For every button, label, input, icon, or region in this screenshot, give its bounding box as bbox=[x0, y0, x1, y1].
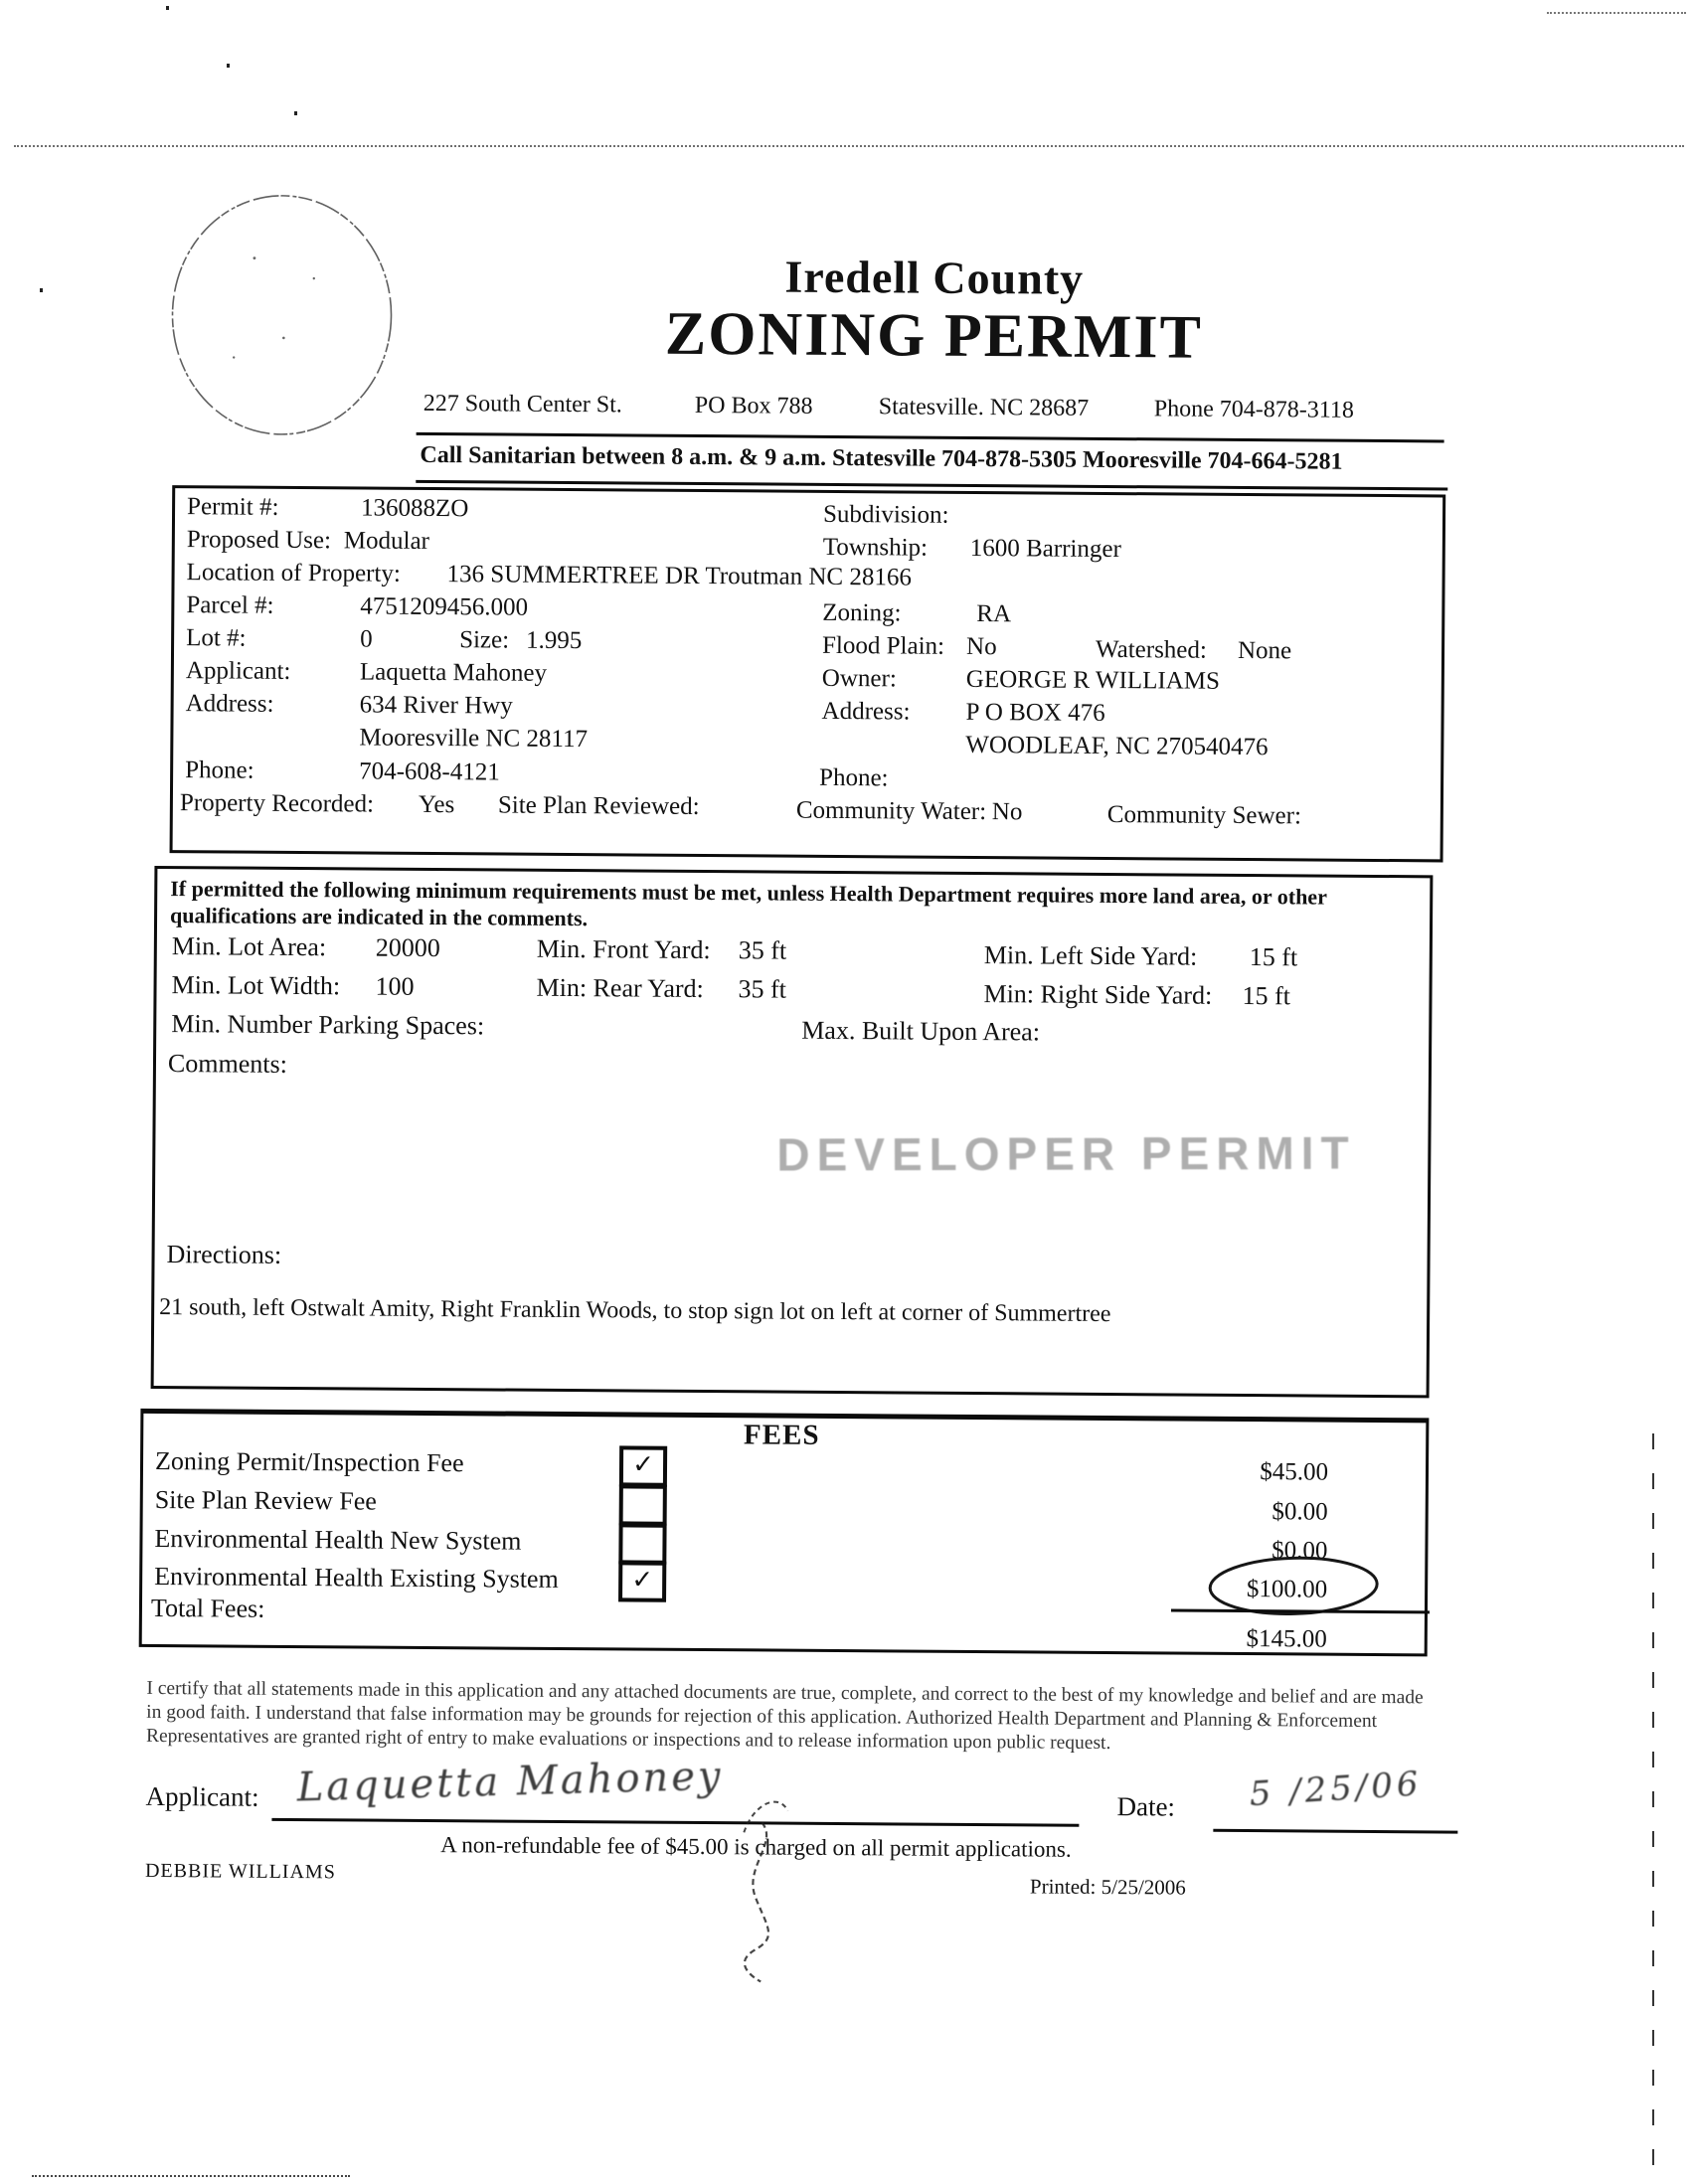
developer-permit-stamp: DEVELOPER PERMIT bbox=[776, 1126, 1356, 1181]
comments-label: Comments: bbox=[167, 1049, 287, 1079]
applicant-signature-handwriting: Laquetta Mahoney bbox=[296, 1753, 725, 1811]
applicant-address-label: Address: bbox=[185, 690, 274, 718]
printed-date: Printed: 5/25/2006 bbox=[1029, 1874, 1186, 1900]
min-lot-area-label: Min. Lot Area: bbox=[171, 931, 327, 962]
min-left-side-label: Min. Left Side Yard: bbox=[983, 940, 1198, 971]
nonrefundable-fee-note: A non-refundable fee of $45.00 is charged on all permit applications. bbox=[440, 1832, 1072, 1862]
community-water-label: Community Water: bbox=[795, 796, 987, 826]
permit-number-value: 136088ZO bbox=[360, 494, 469, 523]
total-fees-amount: $145.00 bbox=[1246, 1625, 1327, 1653]
directions-label: Directions: bbox=[166, 1240, 282, 1269]
header-rule bbox=[417, 432, 1444, 443]
signature-rule bbox=[271, 1818, 1079, 1827]
max-built-label: Max. Built Upon Area: bbox=[801, 1015, 1041, 1047]
applicant-label: Applicant: bbox=[185, 657, 291, 685]
owner-phone-label: Phone: bbox=[819, 763, 889, 792]
subdivision-label: Subdivision: bbox=[822, 500, 949, 529]
office-city-state-zip: Statesville. NC 28687 bbox=[878, 394, 1090, 421]
zoning-label: Zoning: bbox=[822, 598, 902, 627]
owner-label: Owner: bbox=[821, 664, 897, 693]
applicant-value: Laquetta Mahoney bbox=[359, 658, 548, 687]
fee-row-amount: $100.00 bbox=[1246, 1576, 1328, 1603]
fee-row-label: Environmental Health New System bbox=[154, 1523, 522, 1556]
document-title: ZONING PERMIT bbox=[664, 299, 1204, 372]
size-label: Size: bbox=[459, 626, 510, 654]
fee-row-label: Site Plan Review Fee bbox=[154, 1484, 378, 1516]
fees-title: FEES bbox=[743, 1419, 820, 1451]
lot-label: Lot #: bbox=[186, 624, 247, 652]
certification-text: I certify that all statements made in this application and any attached documents are true, complete, and correct to the best of my knowledge and belief and are made in good faith. I understand that false information may be grounds for rejection of this application. Authorized Health Department and Planning & Enforcement Representatives are granted right of entry to make evaluations or inspections and to release information upon public request. bbox=[145, 1677, 1424, 1755]
county-name: Iredell County bbox=[784, 251, 1085, 304]
applicant-address-line1: 634 River Hwy bbox=[359, 691, 513, 720]
min-rear-yard-label: Min: Rear Yard: bbox=[536, 972, 704, 1004]
permit-number-label: Permit #: bbox=[186, 493, 279, 521]
parcel-value: 4751209456.000 bbox=[360, 592, 529, 621]
fee-row-checkbox bbox=[618, 1523, 666, 1564]
township-label: Township: bbox=[822, 533, 929, 562]
township-value: 1600 Barringer bbox=[969, 534, 1121, 564]
pen-stroke-artifact bbox=[683, 1683, 864, 1992]
office-street: 227 South Center St. bbox=[423, 390, 622, 419]
property-recorded-value: Yes bbox=[418, 790, 455, 819]
fee-row-amount: $0.00 bbox=[1271, 1498, 1328, 1526]
county-seal-stamp-icon bbox=[164, 188, 401, 442]
clerk-name: DEBBIE WILLIAMS bbox=[144, 1859, 336, 1884]
applicant-address-line2: Mooresville NC 28117 bbox=[359, 724, 589, 754]
location-label: Location of Property: bbox=[186, 559, 401, 588]
total-fees-label: Total Fees: bbox=[150, 1593, 265, 1623]
flood-plain-value: No bbox=[965, 632, 997, 661]
community-sewer-label: Community Sewer: bbox=[1106, 800, 1302, 830]
min-left-side-value: 15 ft bbox=[1249, 942, 1298, 972]
lot-value: 0 bbox=[360, 625, 373, 653]
fee-row-checkbox: ✓ bbox=[619, 1445, 667, 1486]
size-value: 1.995 bbox=[526, 626, 583, 655]
office-po-box: PO Box 788 bbox=[694, 392, 813, 420]
date-handwriting: 5 /25/06 bbox=[1248, 1764, 1424, 1815]
min-front-yard-value: 35 ft bbox=[738, 935, 787, 965]
parcel-label: Parcel #: bbox=[186, 591, 274, 619]
min-right-side-value: 15 ft bbox=[1242, 980, 1291, 1011]
fee-row-amount: $45.00 bbox=[1260, 1458, 1329, 1486]
proposed-use-label: Proposed Use: bbox=[186, 526, 332, 555]
min-parking-label: Min. Number Parking Spaces: bbox=[171, 1009, 485, 1041]
min-lot-area-value: 20000 bbox=[375, 932, 440, 963]
owner-address-line2: WOODLEAF, NC 270540476 bbox=[965, 731, 1269, 761]
office-phone: Phone 704-878-3118 bbox=[1153, 396, 1355, 423]
property-recorded-label: Property Recorded: bbox=[179, 789, 375, 818]
date-label: Date: bbox=[1116, 1791, 1176, 1822]
requirements-intro: If permitted the following minimum requirements must be met, unless Health Department requires more land area, or other qualifications are indicated in the comments. bbox=[169, 876, 1327, 931]
site-plan-reviewed-label: Site Plan Reviewed: bbox=[497, 791, 700, 820]
fee-row-label: Zoning Permit/Inspection Fee bbox=[154, 1445, 464, 1478]
community-water-value: No bbox=[991, 798, 1023, 826]
owner-value: GEORGE R WILLIAMS bbox=[965, 665, 1221, 695]
min-front-yard-label: Min. Front Yard: bbox=[536, 933, 711, 965]
min-lot-width-value: 100 bbox=[375, 971, 415, 1001]
min-rear-yard-value: 35 ft bbox=[738, 974, 787, 1004]
applicant-signature-label: Applicant: bbox=[145, 1780, 259, 1812]
zoning-value: RA bbox=[976, 600, 1012, 628]
watershed-value: None bbox=[1237, 636, 1292, 665]
fee-row-checkbox: ✓ bbox=[618, 1561, 666, 1601]
fee-row-amount: $0.00 bbox=[1271, 1537, 1328, 1565]
min-right-side-label: Min: Right Side Yard: bbox=[983, 979, 1213, 1010]
min-lot-width-label: Min. Lot Width: bbox=[171, 970, 341, 1001]
owner-address-label: Address: bbox=[821, 697, 911, 726]
flood-plain-label: Flood Plain: bbox=[821, 631, 945, 660]
applicant-phone-label: Phone: bbox=[185, 756, 254, 784]
fee-row-checkbox bbox=[619, 1484, 667, 1525]
date-rule bbox=[1213, 1829, 1457, 1834]
directions-text: 21 south, left Ostwalt Amity, Right Franklin Woods, to stop sign lot on left at corner of Summertree bbox=[159, 1294, 1111, 1328]
applicant-phone-value: 704-608-4121 bbox=[359, 757, 500, 786]
proposed-use-value: Modular bbox=[343, 527, 430, 555]
watershed-label: Watershed: bbox=[1095, 635, 1208, 664]
sanitarian-note: Call Sanitarian between 8 a.m. & 9 a.m. Statesville 704-878-5305 Mooresville 704-664-5281 bbox=[420, 441, 1343, 475]
location-value: 136 SUMMERTREE DR Troutman NC 28166 bbox=[446, 561, 913, 591]
fee-row-label: Environmental Health Existing System bbox=[154, 1561, 559, 1594]
owner-address-line1: P O BOX 476 bbox=[965, 698, 1105, 727]
